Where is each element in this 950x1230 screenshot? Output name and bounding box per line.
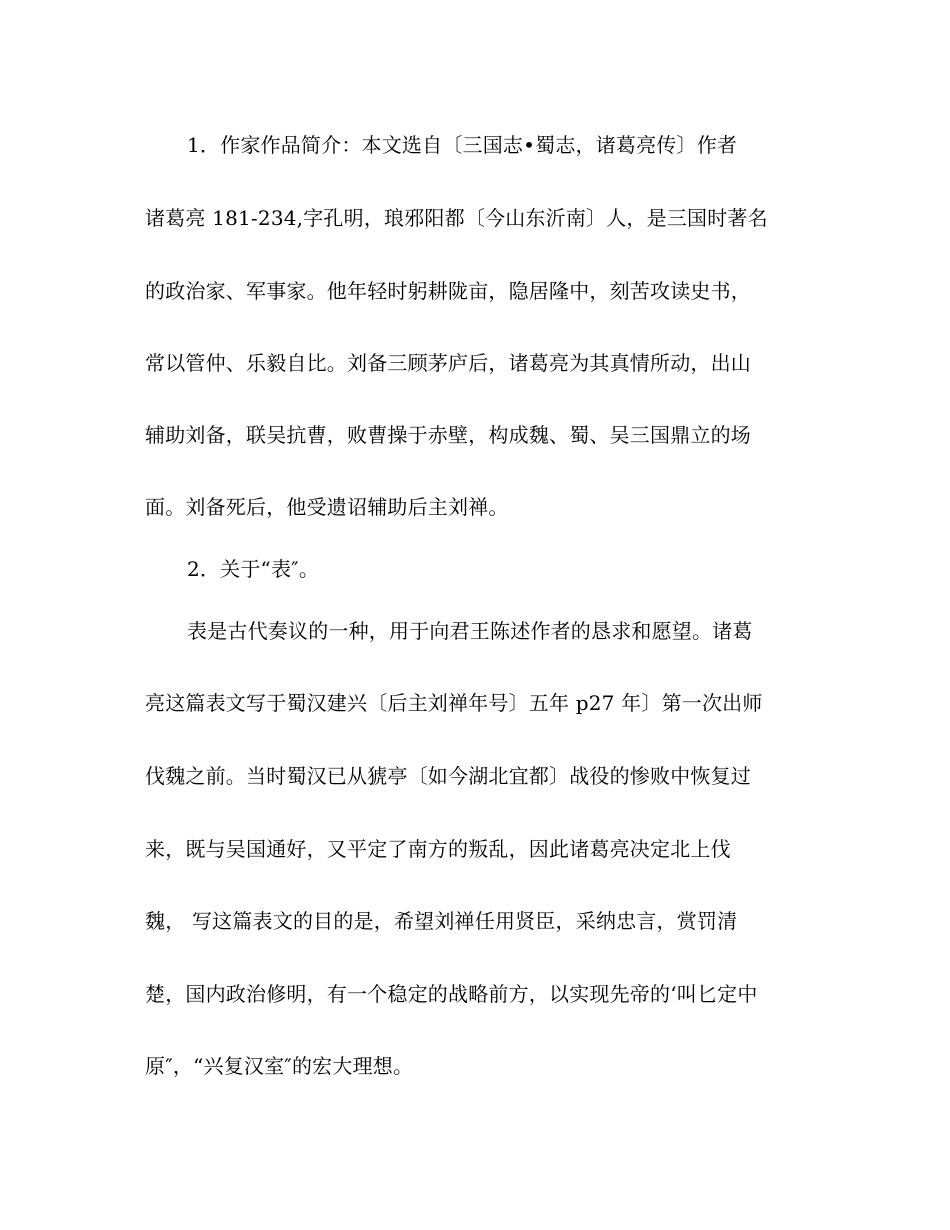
paragraph-2-line-1: 表是古代奏议的一种，用于向君王陈述作者的恳求和愿望。诸葛 xyxy=(187,619,753,643)
paragraph-2-line-5: 魏， 写这篇表文的目的是，希望刘禅任用贤臣，采纳忠言，赏罚清 xyxy=(145,909,738,933)
section-heading-2: 2．关于“表″。 xyxy=(187,557,320,581)
paragraph-2-line-2: 亮这篇表文写于蜀汉建兴〔后主刘禅年号〕五年 p27 年〕第一次出师 xyxy=(145,691,763,715)
paragraph-1-line-6: 面。刘备死后，他受遗诏辅助后主刘禅。 xyxy=(145,495,509,519)
paragraph-2-line-4: 来，既与吴国通好，又平定了南方的叛乱，因此诸葛亮决定北上伐 xyxy=(145,837,731,861)
paragraph-2-line-7: 原″，“兴复汉室″的宏大理想。 xyxy=(145,1054,414,1078)
paragraph-1-line-4: 常以管仲、乐毅自比。刘备三顾茅庐后，诸葛亮为其真情所动，出山 xyxy=(145,351,751,375)
paragraph-1-line-2: 诸葛亮 181-234,字孔明，琅邪阳都〔今山东沂南〕人，是三国时著名 xyxy=(145,206,768,230)
paragraph-2-line-6: 楚，国内政治修明，有一个稳定的战略前方，以实现先帝的‘叫匕定中 xyxy=(145,982,758,1006)
paragraph-1-line-5: 辅助刘备，联吴抗曹，败曹操于赤壁，构成魏、蜀、吴三国鼎立的场 xyxy=(145,423,751,447)
paragraph-2-line-3: 伐魏之前。当时蜀汉已从猇亭〔如今湖北宜都〕战役的惨败中恢复过 xyxy=(145,764,751,788)
paragraph-1-line-3: 的政治家、军事家。他年轻时躬耕陇亩，隐居隆中，刻苦攻读史书， xyxy=(145,279,751,303)
paragraph-1-line-1: 1．作家作品简介：本文选自〔三国志•蜀志，诸葛亮传〕作者 xyxy=(187,133,738,157)
